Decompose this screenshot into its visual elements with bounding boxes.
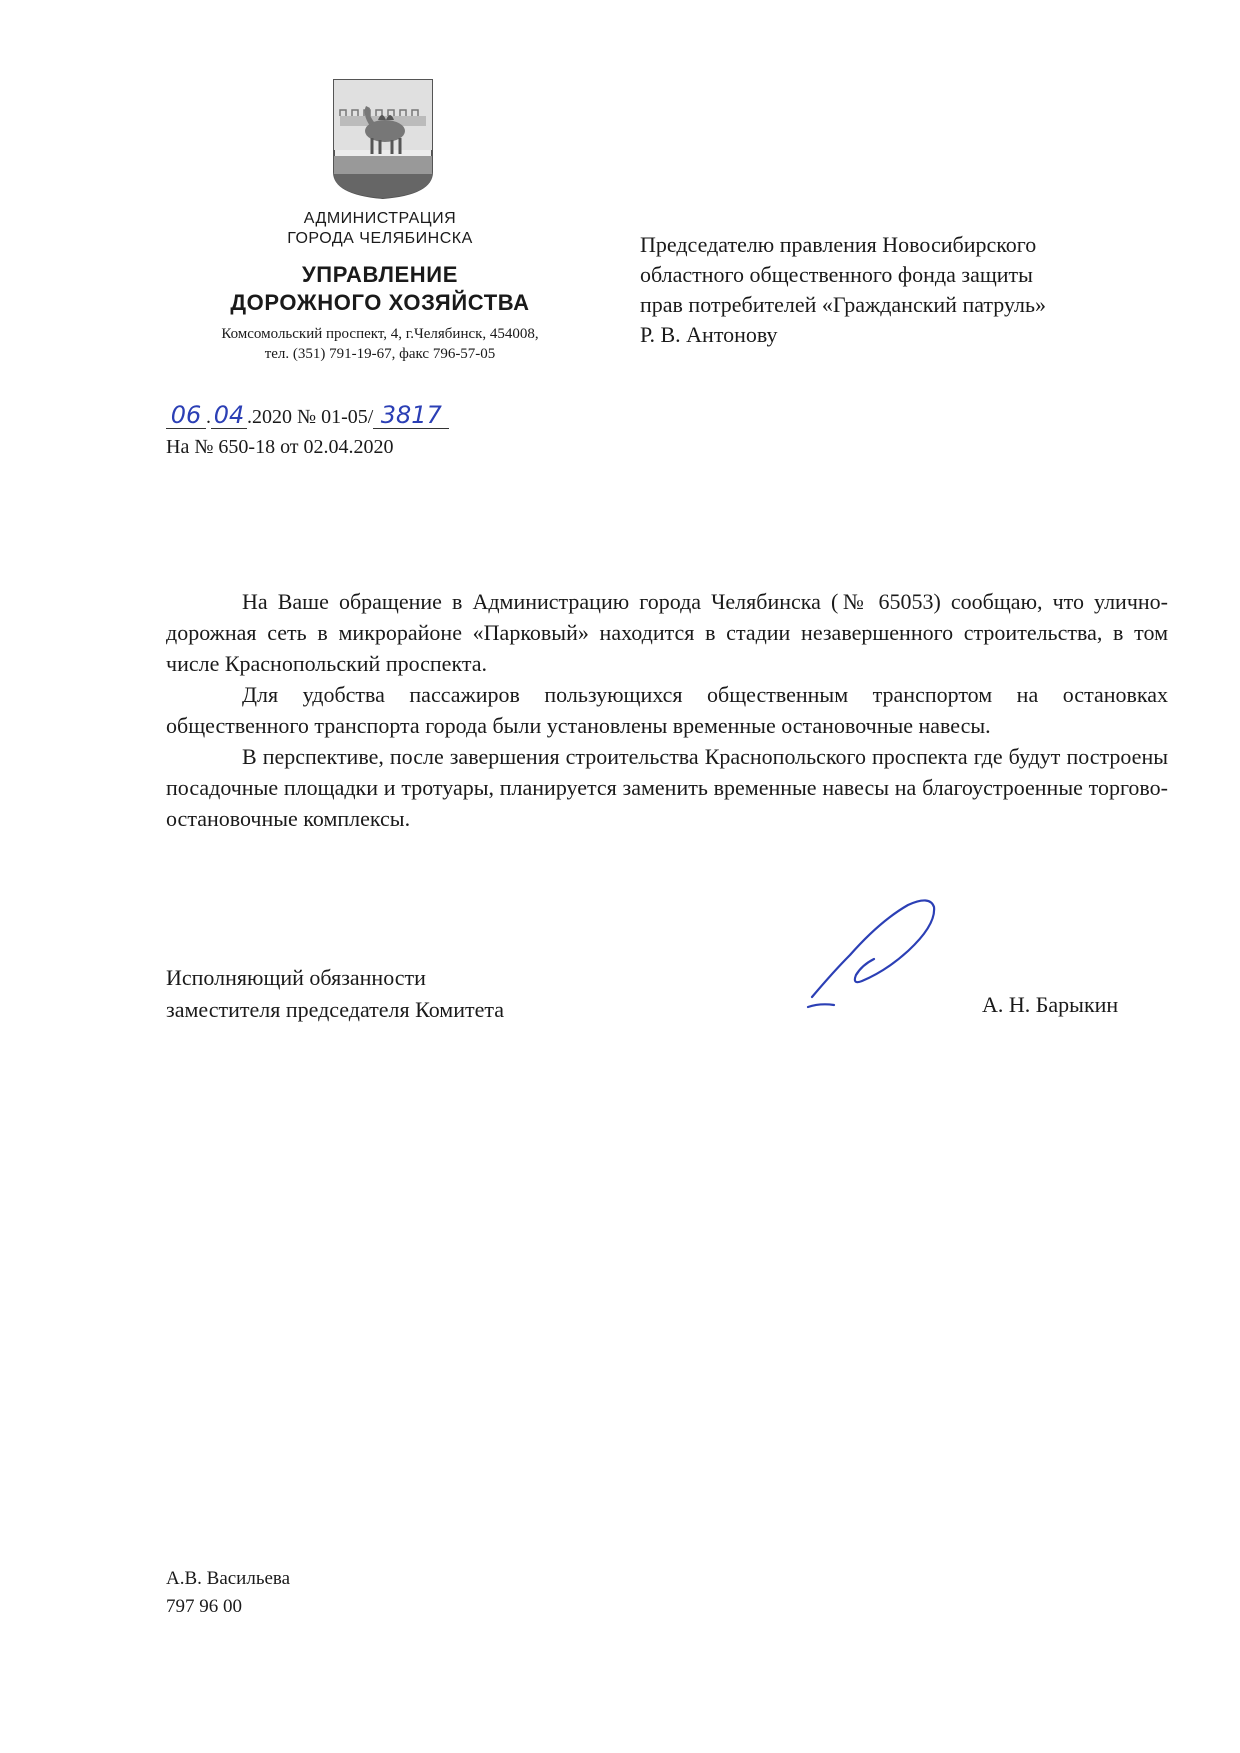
recipient-line-1: Председателю правления Новосибирского (640, 232, 1037, 257)
recipient-line-2: областного общественного фонда защиты (640, 262, 1033, 287)
recipient-block (640, 230, 1160, 350)
reply-reference: На № 650-18 от 02.04.2020 (166, 436, 394, 458)
body-paragraph-2: Для удобства пассажиров пользующихся общественным транспортом на остановках общественного транспорта города были установлены временные остановочные навесы. (166, 682, 1168, 738)
coat-of-arms-logo (330, 76, 436, 202)
executor-phone: 797 96 00 (166, 1596, 242, 1617)
body-paragraph-1: На Ваше обращение в Администрацию города Челябинска (№ 65053) сообщаю, что улично-дорожная сеть в микрорайоне «Парковый» находится в стадии незавершенного строительства, в том числе Краснопольский проспекта. (166, 589, 1168, 676)
recipient-line-3: прав потребителей «Гражданский патруль» (640, 292, 1047, 317)
handwritten-signature (790, 885, 970, 1015)
signatory-title-line-2: заместителя председателя Комитета (166, 997, 505, 1022)
signatory-title-line-1: Исполняющий обязанности (166, 965, 426, 990)
registration-number: 3817 (380, 401, 442, 429)
department-line-1: УПРАВЛЕНИЕ (302, 262, 458, 287)
department-line-2: ДОРОЖНОГО ХОЗЯЙСТВА (230, 290, 530, 315)
administration-line-2: ГОРОДА ЧЕЛЯБИНСКА (287, 230, 473, 247)
sender-phone: тел. (351) 791-19-67, факс 796-57-05 (264, 346, 496, 362)
sender-address: Комсомольский проспект, 4, г.Челябинск, 454008, (221, 326, 539, 342)
registration-line: 06 . 04 .2020 № 01-05/ 3817 (166, 404, 449, 429)
recipient-line-4: Р. В. Антонову (640, 322, 778, 347)
executor-block (166, 1565, 290, 1621)
registration-day: 06 (170, 401, 202, 429)
administration-line-1: АДМИНИСТРАЦИЯ (303, 210, 457, 227)
signatory-title (166, 962, 504, 1026)
registration-month: 04 (213, 401, 245, 429)
registration-year-prefix: .2020 № 01-05/ (247, 406, 374, 428)
letter-body (166, 586, 1168, 834)
body-paragraph-3: В перспективе, после завершения строительства Краснопольского проспекта где будут построены посадочные площадки и тротуары, планируется заменить временные навесы на благоустроенные торгово-остановочные комплексы. (166, 744, 1168, 831)
signatory-name: А. Н. Барыкин (982, 992, 1119, 1017)
executor-name: А.В. Васильева (166, 1568, 291, 1589)
